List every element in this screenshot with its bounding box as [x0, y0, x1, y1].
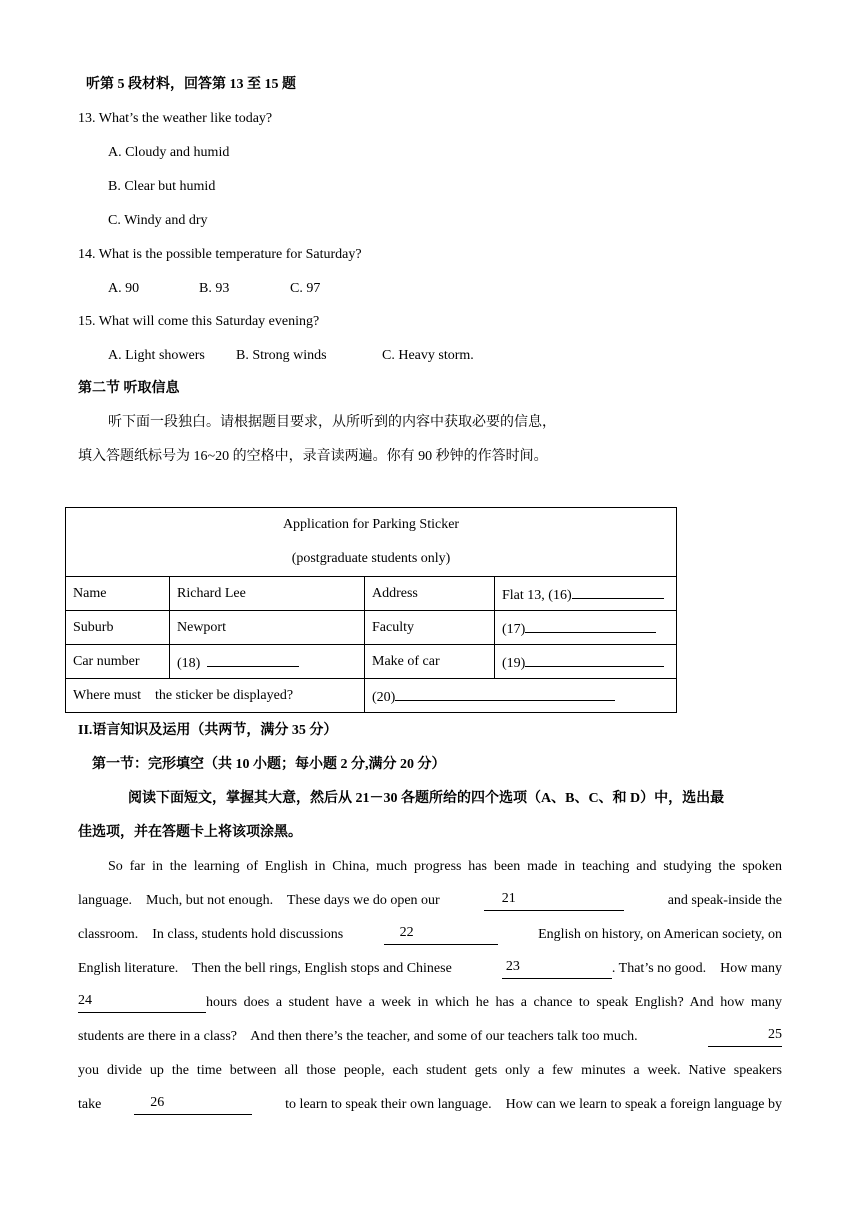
name-value: Richard Lee — [170, 577, 365, 611]
passage-text: take — [78, 1097, 102, 1112]
q14-option-a: A. 90 — [108, 281, 140, 296]
where-cell — [365, 679, 677, 713]
q14-option-c: C. 97 — [290, 281, 321, 296]
question-15: 15. What will come this Saturday evening? — [78, 314, 320, 329]
passage-text: hours does a student have a week in which he has a chance to speak English? And how many — [206, 995, 782, 1010]
blank-18-label: (18) — [177, 655, 201, 671]
passage-line-2 — [78, 891, 782, 911]
blank-16-label: Flat 13, (16) — [502, 587, 572, 603]
blank-22[interactable]: 22 — [384, 925, 498, 945]
question-14: 14. What is the possible temperature for Saturday? — [78, 247, 362, 262]
q13-option-c: C. Windy and dry — [108, 213, 208, 228]
address-label: Address — [365, 577, 495, 611]
where-label: Where must the sticker be displayed? — [66, 679, 365, 713]
car-number-label: Car number — [66, 645, 170, 679]
passage-line-7: you divide up the time between all those people, each student gets only a few minutes a week. Native speakers — [78, 1063, 782, 1078]
blank-16[interactable] — [572, 584, 664, 599]
q13-option-b: B. Clear but humid — [108, 179, 216, 194]
make-label: Make of car — [365, 645, 495, 679]
cloze-heading: 第一节：完形填空（共 10 小题；每小题 2 分,满分 20 分） — [92, 757, 446, 772]
blank-20-label: (20) — [372, 689, 396, 705]
passage-text: students are there in a class? And then there’s the teacher, and some of our teachers talk too much. — [78, 1029, 638, 1044]
passage-text: . That’s no good. How many — [611, 961, 782, 976]
address-cell — [495, 577, 677, 611]
passage-text: language. Much, but not enough. These days we do open our — [78, 893, 440, 908]
part2-instruction-1: 听下面一段独白。请根据题目要求，从所听到的内容中获取必要的信息， — [108, 415, 556, 430]
passage-line-1: So far in the learning of English in China, much progress has been made in teaching and studying the spoken — [108, 859, 782, 874]
blank-23[interactable]: 23 — [502, 959, 612, 979]
q15-option-a: A. Light showers — [108, 348, 205, 363]
passage-text: classroom. In class, students hold discussions — [78, 927, 344, 942]
car-number-cell — [170, 645, 365, 679]
passage-line-6 — [78, 1027, 782, 1047]
blank-17-label: (17) — [502, 621, 526, 637]
form-title: Application for Parking Sticker — [282, 517, 460, 532]
blank-25[interactable]: 25 — [708, 1027, 782, 1047]
suburb-value: Newport — [170, 611, 365, 645]
part2-heading: 第二节 听取信息 — [78, 381, 180, 396]
part2-instruction-2: 填入答题纸标号为 16~20 的空格中，录音读两遍。你有 90 秒钟的作答时间。 — [78, 449, 548, 464]
cloze-instruction-2: 佳选项，并在答题卡上将该项涂黑。 — [78, 825, 302, 840]
suburb-label: Suburb — [66, 611, 170, 645]
blank-24[interactable]: 24 — [78, 993, 206, 1013]
q15-option-c: C. Heavy storm. — [382, 348, 474, 363]
blank-19[interactable] — [525, 652, 664, 667]
passage-text: English on history, on American society, on — [538, 927, 782, 942]
faculty-cell — [495, 611, 677, 645]
blank-17[interactable] — [525, 618, 656, 633]
passage-line-8 — [78, 1095, 782, 1115]
blank-19-label: (19) — [502, 655, 526, 671]
make-cell — [495, 645, 677, 679]
passage-text: to learn to speak their own language. How can we learn to speak a foreign language by — [285, 1097, 782, 1112]
passage-text: English literature. Then the bell rings, English stops and Chinese — [78, 961, 452, 976]
form-subtitle: (postgraduate students only) — [291, 551, 451, 566]
blank-26[interactable]: 26 — [134, 1095, 252, 1115]
form-title-cell — [66, 508, 677, 577]
q14-option-b: B. 93 — [199, 281, 230, 296]
passage-line-3 — [78, 925, 782, 945]
passage-line-5 — [78, 993, 782, 1013]
passage-line-4 — [78, 959, 782, 979]
section-2-heading: II.语言知识及运用（共两节，满分 35 分） — [78, 723, 338, 738]
blank-21[interactable]: 21 — [484, 891, 624, 911]
passage-text: and speak-inside the — [667, 893, 782, 908]
q15-option-b: B. Strong winds — [236, 348, 327, 363]
question-13: 13. What’s the weather like today? — [78, 111, 273, 126]
faculty-label: Faculty — [365, 611, 495, 645]
section-heading: 听第 5 段材料，回答第 13 至 15 题 — [86, 77, 296, 92]
blank-20[interactable] — [395, 686, 615, 701]
blank-18[interactable] — [207, 652, 299, 667]
cloze-instruction-1: 阅读下面短文，掌握其大意，然后从 21－30 各题所给的四个选项（A、B、C、和 D）中，选出最 — [128, 791, 725, 806]
name-label: Name — [66, 577, 170, 611]
parking-sticker-form — [65, 507, 677, 713]
q13-option-a: A. Cloudy and humid — [108, 145, 230, 160]
